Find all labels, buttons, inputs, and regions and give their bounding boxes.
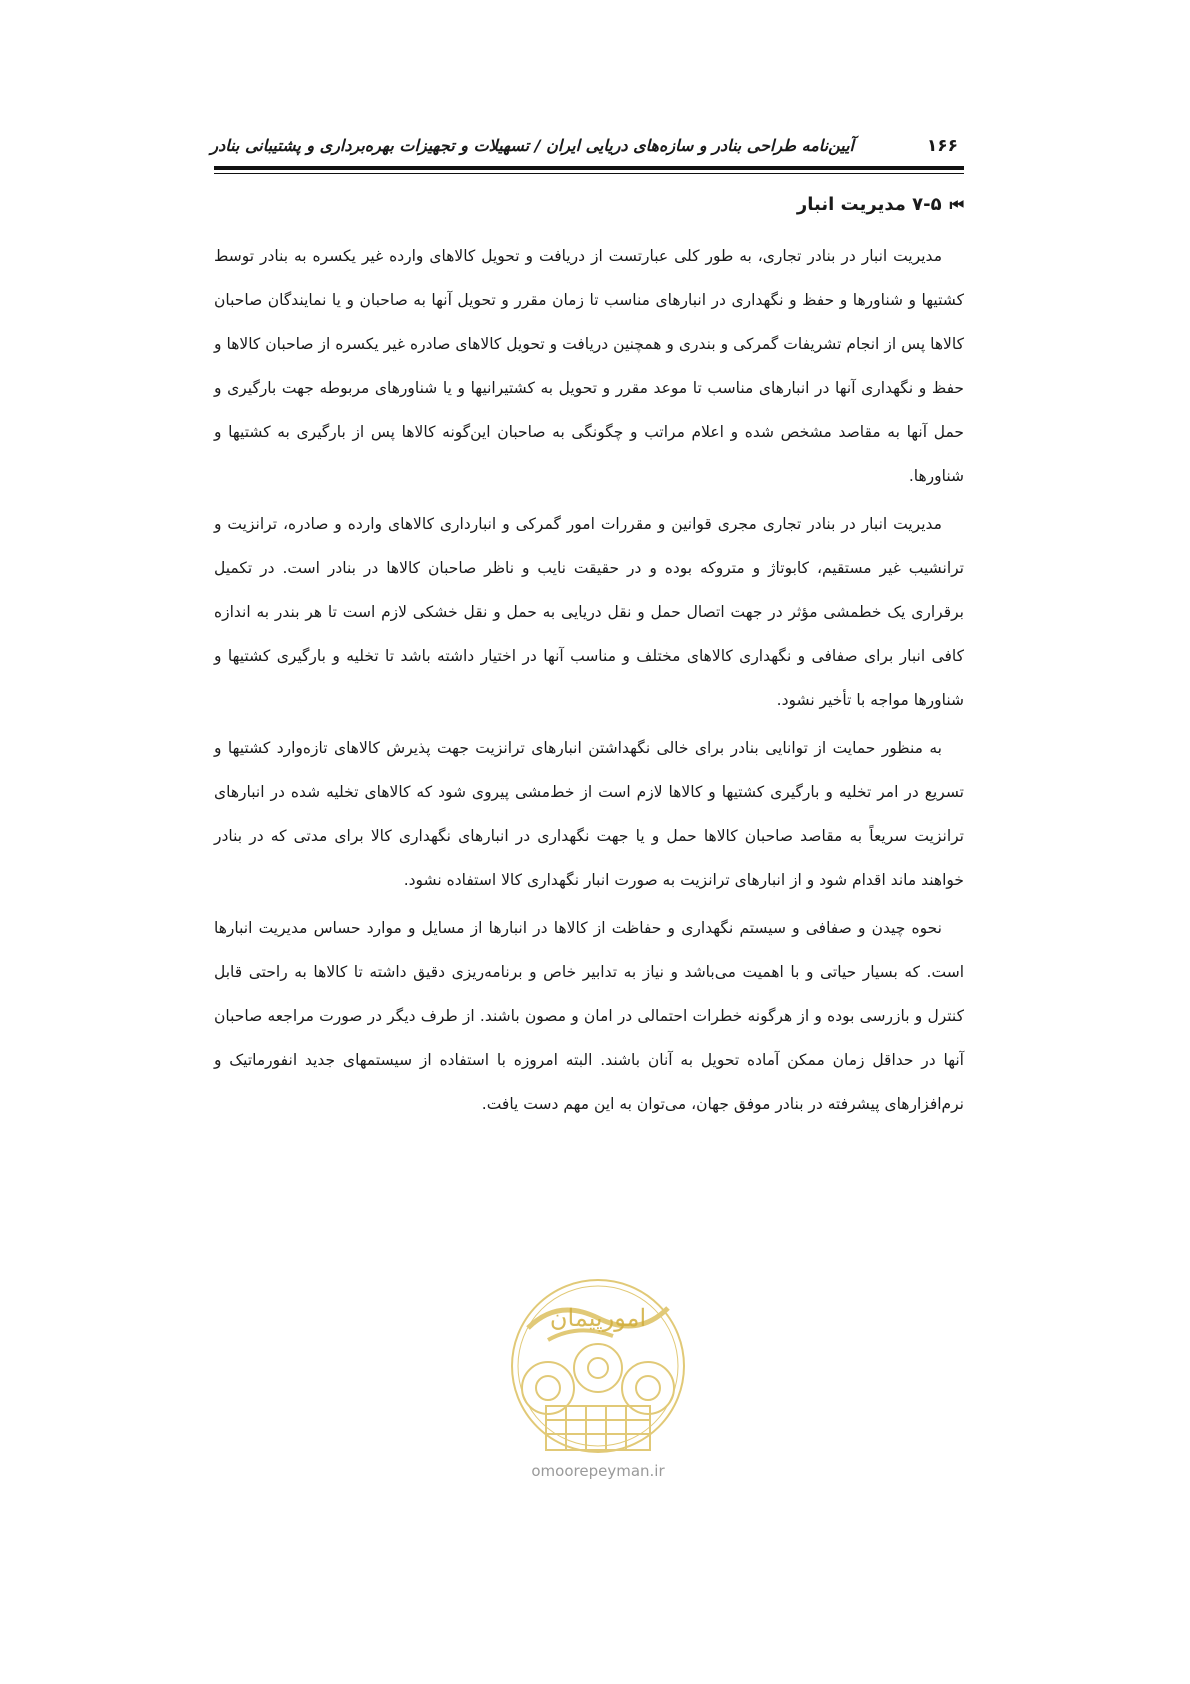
page-number: ۱۶۶ (926, 136, 958, 156)
header-rule-thick (214, 166, 964, 170)
paragraph: به منظور حمایت از توانایی بنادر برای خالی نگهداشتن انبارهای ترانزیت جهت پذیرش کالاهای تازه‌وارد کشتیها و تسریع در امر تخلیه و بارگیری کشتیها و کالاها لازم است از خط‌مشی پیروی شود که کالاهای تخلیه شده در انبارهای ترانزیت سریعاً به مقاصد صاحبان کالاها حمل و یا جهت نگهداری در انبارهای نگهداری کالا برای مدتی که در بنادر خواهند ماند اقدام شود و از انبارهای ترانزیت به صورت انبار نگهداری کالا استفاده نشود. (214, 739, 964, 889)
double-arrow-icon: ⏮ (949, 195, 964, 214)
gear-emblem-icon (488, 1278, 708, 1458)
url-text: omoorepeyman.ir (531, 1462, 665, 1480)
paragraph: نحوه چیدن و صفافی و سیستم نگهداری و حفاظت از کالاها در انبارها از مسایل و موارد حساس مدیریت انبارها است. که بسیار حیاتی و با اهمیت می‌باشد و نیاز به تدابیر خاص و برنامه‌ریزی دقیق داشته تا کالاها به راحتی قابل کنترل و بازرسی بوده و از هرگونه خطرات احتمالی در امان و مصون باشند. از طرف دیگر در صورت مراجعه صاحبان آنها در حداقل زمان ممکن آماده تحویل به آنان باشند. البته امروزه با استفاده از سیستمهای جدید انفورماتیک و نرم‌افزارهای پیشرفته در بنادر موفق جهان، می‌توان به این مهم دست یافت. (214, 919, 964, 1113)
logo-text: امورپیمان (549, 1304, 647, 1332)
section-content (214, 190, 964, 1130)
running-title: آیین‌نامه طراحی بنادر و سازه‌های دریایی ایران / تسهیلات و تجهیزات بهره‌برداری و پشتیبانی بنادر (210, 136, 854, 155)
paragraph: مدیریت انبار در بنادر تجاری، به طور کلی عبارتست از دریافت و تحویل کالاهای وارده غیر یکسره به بنادر توسط کشتیها و شناورها و حفظ و نگهداری در انبارهای مناسب تا زمان مقرر و تحویل آنها به صاحبان و یا نمایندگان صاحبان کالاها پس از انجام تشریفات گمرکی و بندری و همچنین دریافت و تحویل کالاهای صادره غیر یکسره از صاحبان کالاها و حفظ و نگهداری آنها در انبارهای مناسب تا موعد مقرر و تحویل به کشتیرانیها و یا شناورهای مربوطه جهت بارگیری و حمل آنها به مقاصد مشخص شده و اعلام مراتب و چگونگی به صاحبان این‌گونه کالاها پس از بارگیری به کشتیها و شناورها. (214, 247, 964, 485)
section-title-text: ۷-۵ مدیریت انبار (796, 194, 942, 215)
body-text (214, 234, 964, 1126)
paragraph: مدیریت انبار در بنادر تجاری مجری قوانین و مقررات امور گمرکی و انبارداری کالاهای وارده و صادره، ترانزیت و ترانشیب غیر مستقیم، کابوتاژ و متروکه بوده و در حقیقت نایب و ناظر صاحبان کالاها در بنادر است. در تکمیل برقراری یک خطمشی مؤثر در جهت اتصال حمل و نقل دریایی به حمل و نقل خشکی لازم است تا هر بندر به اندازه کافی انبار برای صفافی و نگهداری کالاهای مختلف و مناسب آنها در اختیار داشته باشد تا تخلیه و بارگیری کشتیها و شناورها مواجه با تأخیر نشود. (214, 515, 964, 709)
watermark (488, 1278, 708, 1528)
header-rule-thin (214, 173, 964, 174)
running-header (210, 132, 964, 160)
section-heading (214, 190, 964, 220)
watermark-url (488, 1462, 708, 1480)
